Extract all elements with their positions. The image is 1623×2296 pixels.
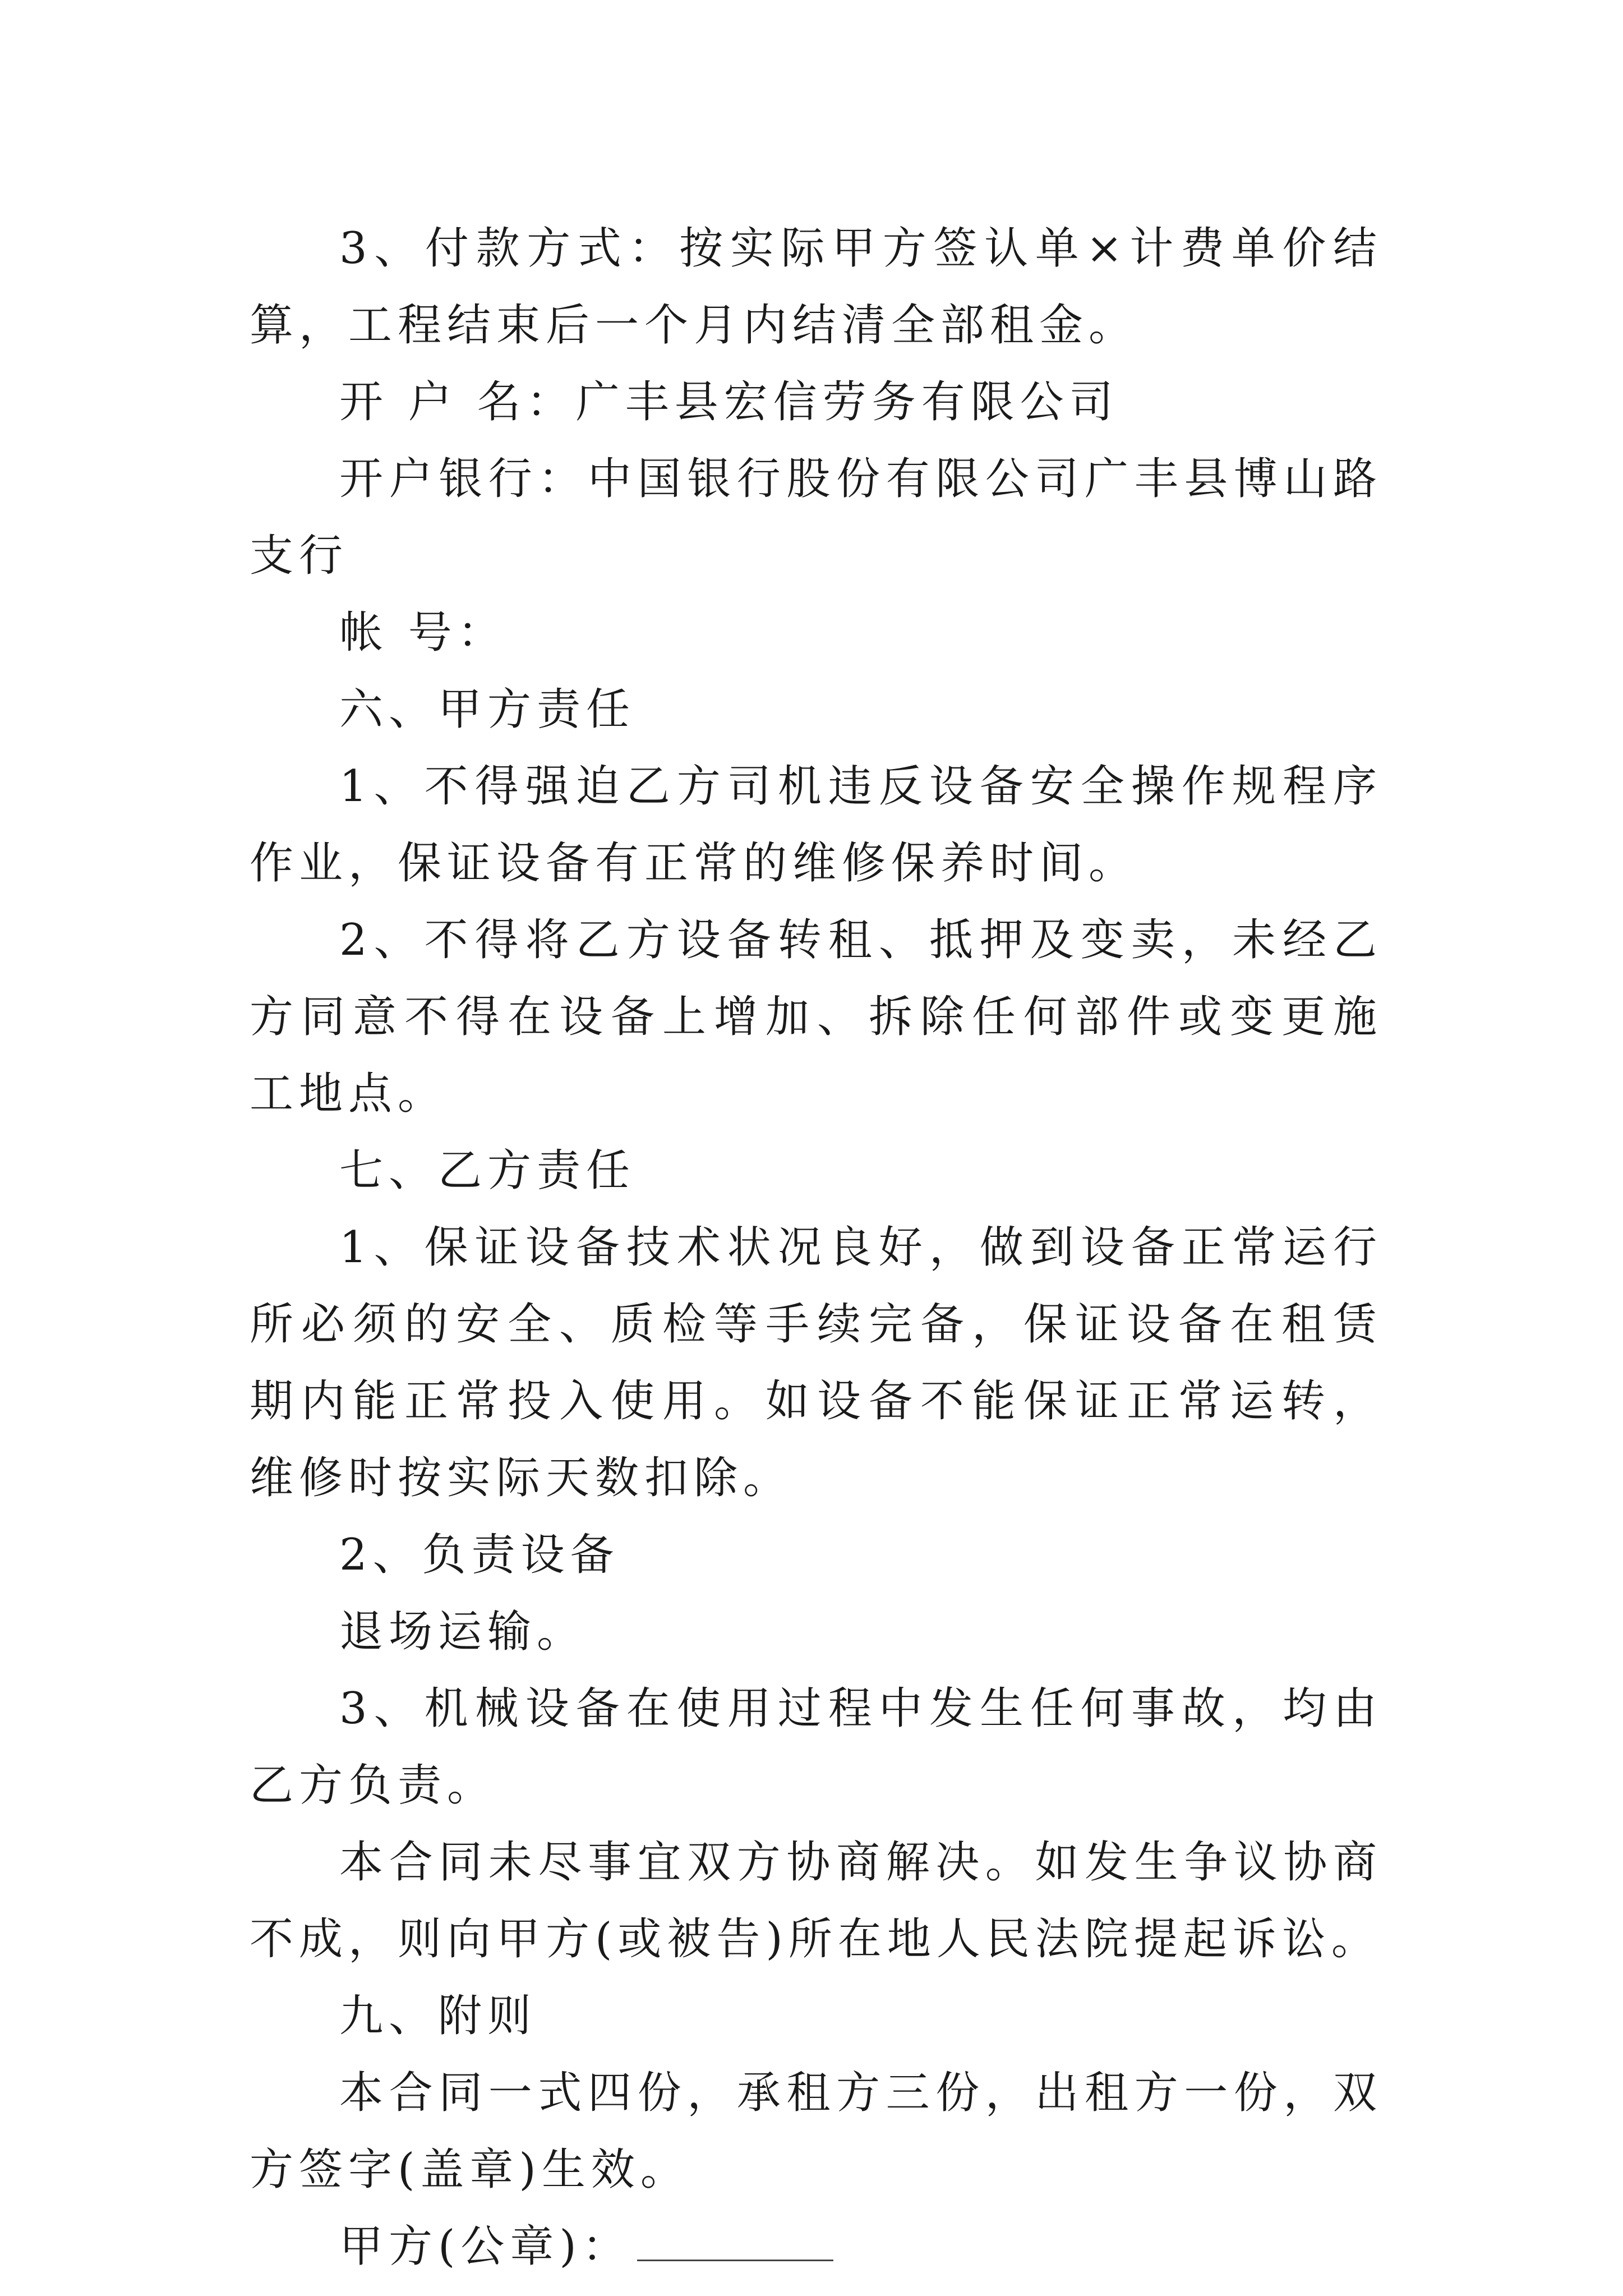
document-body (250, 210, 1382, 2285)
signature-label: 甲方(公章)： (339, 2221, 631, 2272)
account-number-line: 帐 号： (339, 608, 507, 658)
party-a-clause-1: 1、不得强迫乙方司机违反设备安全操作规程序作业，保证设备有正常的维修保养时间。 (250, 761, 1382, 889)
signature-blank (637, 2226, 833, 2261)
payment-method-paragraph: 3、付款方式：按实际甲方签认单×计费单价结算，工程结束后一个月内结清全部租金。 (250, 223, 1382, 351)
party-b-clause-3: 3、机械设备在使用过程中发生任何事故，均由乙方负责。 (250, 1683, 1382, 1811)
party-b-heading: 七、乙方责任 (339, 1145, 636, 1196)
party-a-clause-2: 2、不得将乙方设备转租、抵押及变卖，未经乙方同意不得在设备上增加、拆除任何部件或变更施工地点。 (250, 915, 1382, 1119)
copies-paragraph: 本合同一式四份，承租方三份，出租方一份，双方签字(盖章)生效。 (250, 2068, 1382, 2195)
party-b-clause-1: 1、保证设备技术状况良好，做到设备正常运行所必须的安全、质检等手续完备，保证设备在租赁期内能正常投入使用。如设备不能保证正常运转，维修时按实际天数扣除。 (250, 1222, 1382, 1503)
account-name-line: 开 户 名：广丰县宏信劳务有限公司 (339, 377, 1119, 427)
signature-line (250, 2208, 1382, 2285)
bank-line: 开户银行：中国银行股份有限公司广丰县博山路支行 (250, 454, 1382, 581)
party-a-heading: 六、甲方责任 (339, 684, 636, 735)
party-b-clause-2: 2、负责设备 (339, 1530, 620, 1580)
dispute-paragraph: 本合同未尽事宜双方协商解决。如发生争议协商不成，则向甲方(或被告)所在地人民法院提起诉讼。 (250, 1837, 1382, 1964)
party-b-clause-2-cont: 退场运输。 (339, 1607, 587, 1657)
supplementary-heading: 九、附则 (339, 1991, 537, 2041)
